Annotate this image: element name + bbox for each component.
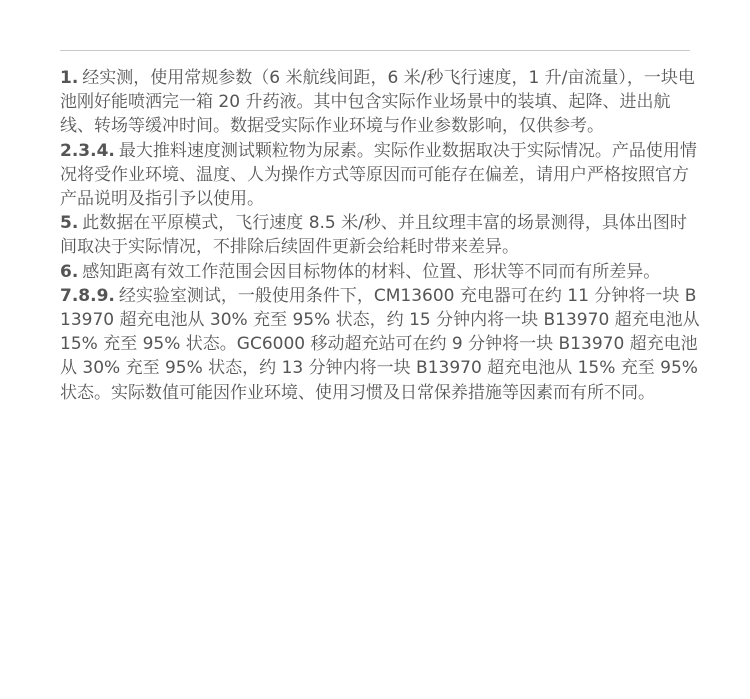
footnote-text: 经实验室测试，一般使用条件下，CM13600 充电器可在约 11 分钟将一块 B13970 超充电池从 30% 充至 95% 状态，约 15 分钟内将一块 B13970 超充电池从 15% 充至 95% 状态。GC6000 移动超充站可在约 9 分钟将一块 B13970 超充电池从 30% 充至 95% 状态，约 13 分钟内将一块 B13970 超充电池从 15% 充至 95% 状态。实际数值可能因作业环境、使用习惯及日常保养措施等因素而有所不同。 <box>60 285 700 403</box>
footnote-5 <box>60 211 700 259</box>
footnote-1 <box>60 66 700 139</box>
footnote-text: 经实测，使用常规参数（6 米航线间距，6 米/秒飞行速度，1 升/亩流量），一块电池刚好能喷洒完一箱 20 升药液。其中包含实际作业场景中的装填、起降、进出航线、转场等缓冲时间。数据受实际作业环境与作业参数影响，仅供参考。 <box>60 68 695 137</box>
footnote-text: 最大推料速度测试颗粒物为尿素。实际作业数据取决于实际情况。产品使用情况将受作业环境、温度、人为操作方式等原因而可能存在偏差，请用户严格按照官方产品说明及指引予以使用。 <box>60 140 697 210</box>
footnote-text: 感知距离有效工作范围会因目标物体的材料、位置、形状等不同而有所差异。 <box>82 261 661 282</box>
footnote-number: 6. <box>60 261 79 282</box>
footnote-number: 1. <box>60 68 79 88</box>
footnote-number: 5. <box>60 213 79 234</box>
footnote-list <box>60 66 700 405</box>
footnote-7-8-9 <box>60 284 700 405</box>
footnote-6 <box>60 260 700 284</box>
footnote-number: 7.8.9. <box>60 285 115 306</box>
footnote-number: 2.3.4. <box>60 140 115 161</box>
footnote-2-3-4 <box>60 139 700 212</box>
top-divider <box>60 50 690 51</box>
footnote-text: 此数据在平原模式，飞行速度 8.5 米/秒、并且纹理丰富的场景测得，具体出图时间取决于实际情况，不排除后续固件更新会给耗时带来差异。 <box>60 213 687 258</box>
